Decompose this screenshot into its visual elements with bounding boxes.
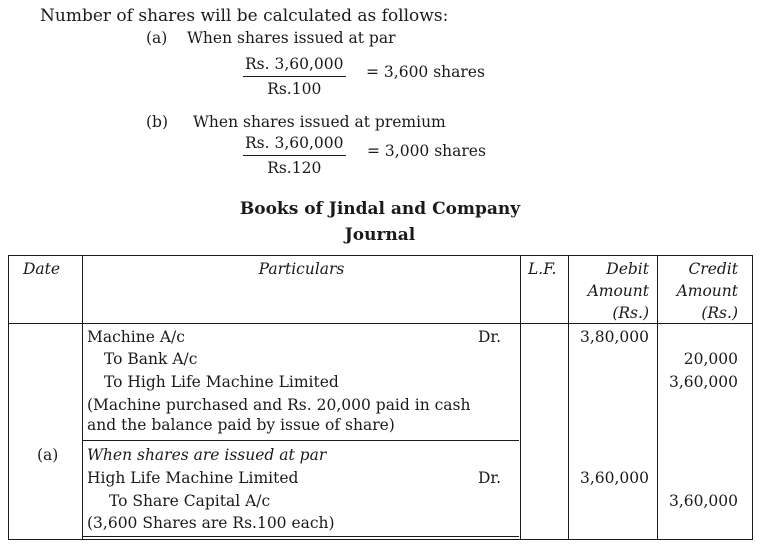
case-a-denominator: Rs.100: [267, 80, 322, 98]
header-particulars: Particulars: [258, 260, 345, 278]
entry1-debit-amount: 3,80,000: [579, 328, 649, 346]
entry1-debit-account: Machine A/c: [87, 328, 185, 346]
header-credit: Amount: [676, 282, 738, 300]
case-a-result: = 3,600 shares: [366, 63, 485, 81]
entry2-caption: When shares are issued at par: [87, 446, 327, 464]
entry2-narration: (3,600 Shares are Rs.100 each): [87, 514, 335, 532]
case-a-numerator: Rs. 3,60,000: [243, 55, 346, 77]
case-a-fraction: [243, 55, 346, 98]
case-b-result: = 3,000 shares: [367, 142, 486, 160]
header-credit: Credit: [688, 260, 738, 278]
col-divider: [520, 256, 521, 539]
entry1-credit-amount: 20,000: [683, 350, 738, 368]
entry2-credit-amount: 3,60,000: [668, 492, 738, 510]
entry1-credit-account: To High Life Machine Limited: [104, 373, 339, 391]
header-credit: (Rs.): [701, 304, 738, 322]
header-date: Date: [23, 260, 61, 278]
case-b-label: (b): [146, 113, 169, 131]
case-b-fraction: [243, 134, 346, 177]
case-b-text: When shares issued at premium: [193, 113, 446, 131]
date-value: (a): [37, 446, 59, 464]
header-debit: Amount: [587, 282, 649, 300]
header-lf: L.F.: [528, 260, 557, 278]
journal-table: [8, 255, 753, 540]
entry1-narration: (Machine purchased and Rs. 20,000 paid in cash: [87, 396, 471, 414]
entry-divider: [83, 536, 519, 537]
entry1-credit-amount: 3,60,000: [668, 373, 738, 391]
col-divider: [82, 256, 83, 539]
entry1-credit-account: To Bank A/c: [104, 350, 198, 368]
books-heading: Books of Jindal and Company: [239, 199, 521, 219]
entry2-debit-account: High Life Machine Limited: [87, 469, 299, 487]
case-b-numerator: Rs. 3,60,000: [243, 134, 346, 156]
intro-text: Number of shares will be calculated as follows:: [40, 6, 449, 26]
entry1-narration: and the balance paid by issue of share): [87, 416, 395, 434]
header-debit: Debit: [606, 260, 649, 278]
entry1-dr: Dr.: [478, 328, 502, 346]
entry2-debit-amount: 3,60,000: [579, 469, 649, 487]
header-debit: (Rs.): [612, 304, 649, 322]
journal-heading: Journal: [344, 225, 416, 245]
entry-divider: [83, 440, 519, 441]
entry2-dr: Dr.: [478, 469, 502, 487]
case-a-text: When shares issued at par: [187, 29, 396, 47]
case-a-label: (a): [146, 29, 168, 47]
entry2-credit-account: To Share Capital A/c: [109, 492, 271, 510]
case-b-denominator: Rs.120: [267, 159, 322, 177]
